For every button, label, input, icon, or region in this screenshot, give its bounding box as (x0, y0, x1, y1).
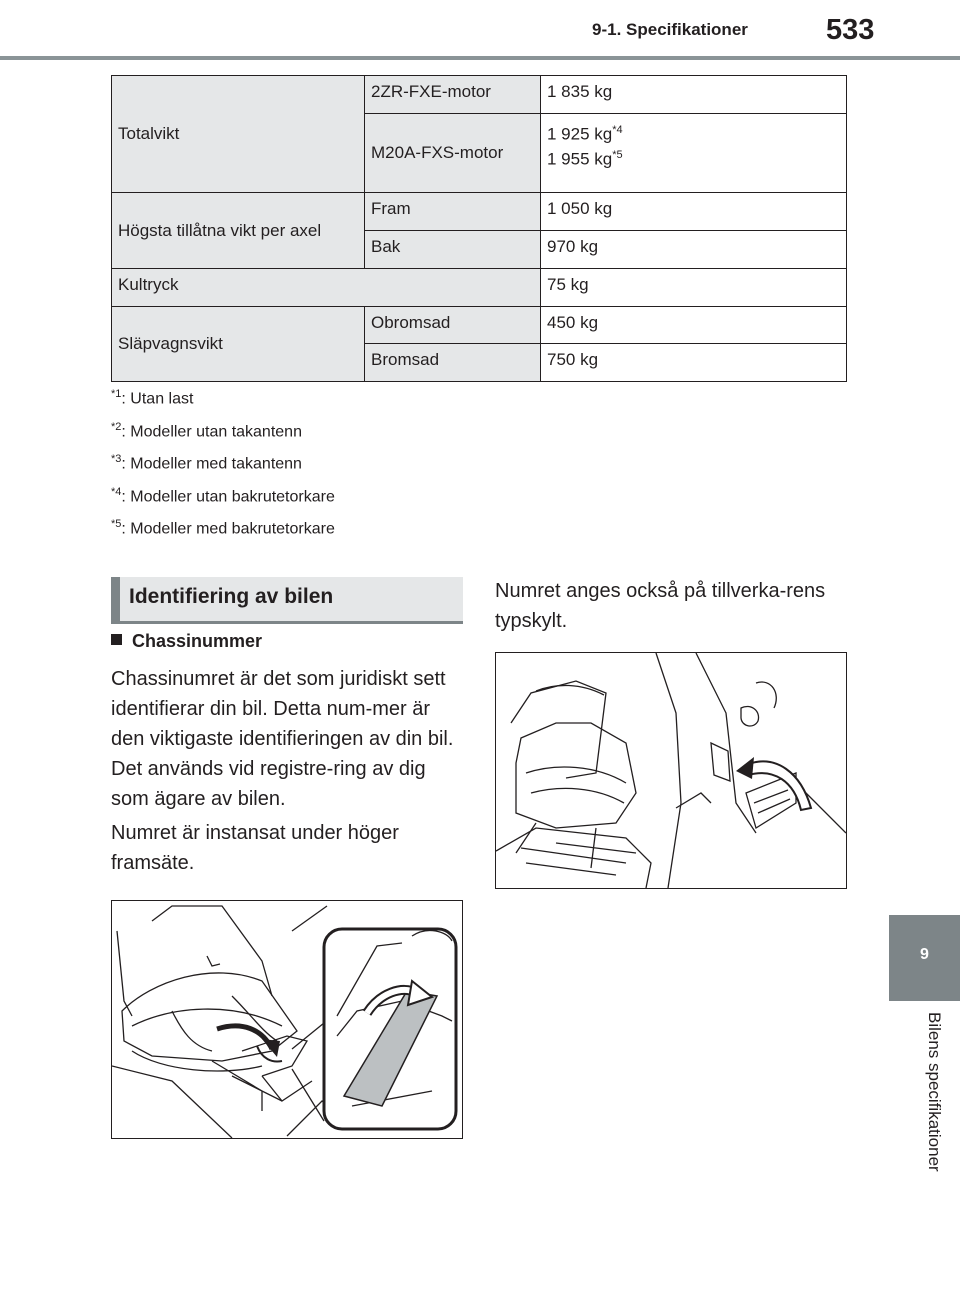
axle-name: Fram (365, 193, 541, 231)
footnote (111, 453, 335, 486)
footnote-text: : Utan last (121, 390, 194, 408)
section-heading (111, 577, 463, 624)
seat-vin-illustration (111, 900, 463, 1139)
table-row (112, 193, 847, 231)
brake-value: 750 kg (541, 344, 847, 382)
brake-name: Bromsad (365, 344, 541, 382)
footnote-mark: *2 (111, 420, 122, 433)
section-header: 9-1. Specifikationer (592, 20, 748, 39)
door-pillar-illustration (495, 652, 847, 889)
kultryck-value: 75 kg (541, 269, 847, 307)
footnote (111, 421, 335, 454)
door-pillar-drawing (496, 653, 846, 888)
axle-name: Bak (365, 231, 541, 269)
motor-values (541, 114, 847, 193)
axle-value: 1 050 kg (541, 193, 847, 231)
table-row (112, 269, 847, 307)
footnote-text: : Modeller med takantenn (121, 455, 302, 473)
footnote-mark: *5 (111, 518, 122, 530)
brake-value: 450 kg (541, 307, 847, 344)
footnote-ref: *4 (612, 124, 623, 136)
footnote (111, 486, 335, 519)
brake-name: Obromsad (365, 307, 541, 344)
footnote-mark: *4 (111, 485, 122, 498)
motor-name: 2ZR-FXE-motor (365, 76, 541, 114)
paragraph: Numret är instansat under höger framsäte. (111, 822, 399, 874)
footnote-ref: *5 (612, 148, 623, 161)
table-row (112, 307, 847, 344)
subsection-title: Chassinummer (132, 631, 263, 651)
page-number: 533 (826, 14, 875, 46)
footnote-text: : Modeller utan takantenn (121, 422, 302, 440)
section-title: Identifiering av bilen (129, 585, 334, 608)
weight-value: 1 955 kg (547, 149, 613, 169)
motor-name: M20A-FXS-motor (365, 114, 541, 193)
footnote-text: : Modeller med bakrutetorkare (121, 520, 335, 538)
subsection-heading (111, 631, 262, 652)
row-label-axel: Högsta tillåtna vikt per axel (112, 193, 365, 269)
weight-value: 1 925 kg (547, 124, 613, 144)
section-accent-bar (111, 577, 120, 621)
footnotes (111, 388, 335, 551)
seat-vin-drawing (112, 901, 462, 1138)
footnote (111, 518, 335, 551)
paragraph: Chassinumret är det som juridiskt sett identifierar din bil. Detta num-mer är den viktigaste identifieringen av din bil. Det används vid registre-ring av dig som ägare av bilen. (111, 668, 454, 810)
table-row (112, 76, 847, 114)
paragraph: Numret anges också på tillverka-rens typskylt. (495, 580, 826, 632)
chapter-number: 9 (920, 946, 929, 963)
spec-table (111, 75, 847, 382)
footnote-mark: *3 (111, 453, 122, 465)
footnote-text: : Modeller utan bakrutetorkare (121, 487, 335, 505)
footnote-mark: *1 (111, 388, 122, 400)
footnote (111, 388, 335, 421)
square-bullet-icon (111, 634, 122, 645)
motor-value: 1 835 kg (541, 76, 847, 114)
header-rule (0, 56, 960, 60)
row-label-slapvagn: Släpvagnsvikt (112, 307, 365, 382)
axle-value: 970 kg (541, 231, 847, 269)
chapter-label: Bilens specifikationer (925, 1012, 944, 1172)
row-label-kultryck: Kultryck (112, 269, 541, 307)
row-label-totalvikt: Totalvikt (112, 76, 365, 193)
